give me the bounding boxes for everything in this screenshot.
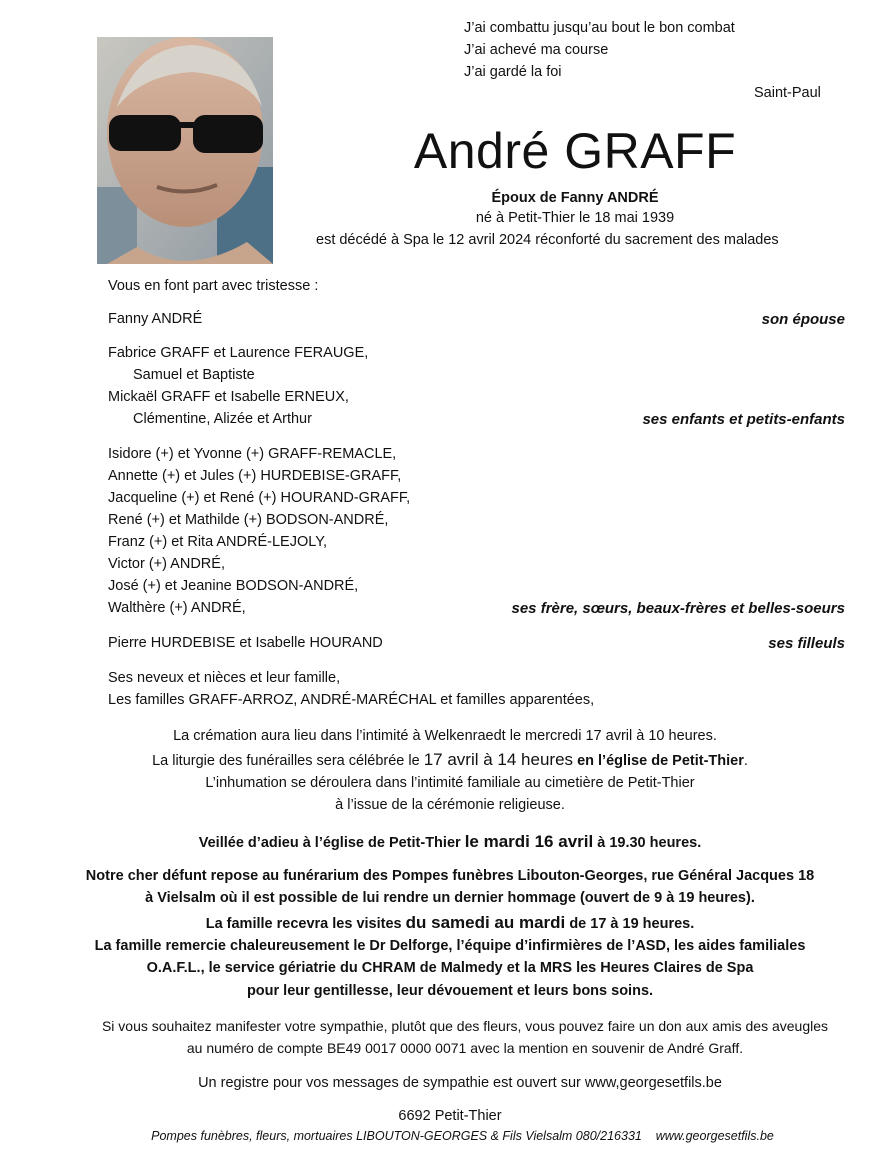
location-text: 6692 Petit-Thier [398,1108,502,1124]
sibling-line: Isidore (+) et Yvonne (+) GRAFF-REMACLE, [108,446,397,462]
godchildren-names: Pierre HURDEBISE et Isabelle HOURAND [108,635,383,651]
quote-line-1: J’ai combattu jusqu’au bout le bon combat [464,20,735,36]
sibling-line: Jacqueline (+) et René (+) HOURAND-GRAFF, [108,490,411,506]
quote-author: Saint-Paul [754,85,821,101]
others-line-2: Les familles GRAFF-ARROZ, ANDRÉ-MARÉCHAL et familles apparentées, [108,692,595,708]
siblings-role: ses frère, sœurs, beaux-frères et belles-soeurs [511,600,845,617]
liturgy-church: en l’église de Petit-Thier [573,753,744,769]
birth-line: né à Petit-Thier le 18 mai 1939 [475,210,675,226]
registry-text: Un registre pour vos messages de sympathie est ouvert sur www,georgesetfils.be [198,1075,722,1091]
sibling-line: Annette (+) et Jules (+) HURDEBISE-GRAFF, [108,468,402,484]
grandchild-line-2: Clémentine, Alizée et Arthur [133,411,312,427]
sibling-line: José (+) et Jeanine BODSON-ANDRÉ, [108,578,359,594]
liturgy-part-1: La liturgie des funérailles sera célébrée le [152,753,424,769]
grandchild-line-1: Samuel et Baptiste [133,367,255,383]
godchildren-role: ses filleuls [768,635,845,652]
sibling-line: Victor (+) ANDRÉ, [108,556,225,572]
children-role: ses enfants et petits-enfants [642,411,845,428]
spouse-name: Fanny ANDRÉ [108,311,203,327]
burial-line-1: L’inhumation se déroulera dans l’intimité familiale au cimetière de Petit-Thier [205,775,695,791]
cremation-text: La crémation aura lieu dans l’intimité à Welkenraedt le mercredi 17 avril à 10 heures. [173,728,717,744]
sibling-line: Franz (+) et Rita ANDRÉ-LEJOLY, [108,534,328,550]
death-line: est décédé à Spa le 12 avril 2024 réconforté du sacrement des malades [316,232,779,248]
liturgy-date: 17 avril à 14 heures [423,750,574,769]
sibling-line: René (+) et Mathilde (+) BODSON-ANDRÉ, [108,512,389,528]
child-line-2: Mickaël GRAFF et Isabelle ERNEUX, [108,389,349,405]
visits-text [0,913,890,933]
child-line-1: Fabrice GRAFF et Laurence FERAUGE, [108,345,369,361]
funerarium-line-2: à Vielsalm où il est possible de lui rendre un dernier hommage (ouvert de 9 à 19 heures). [145,890,755,906]
visits-days: du samedi au mardi [405,913,566,932]
thanks-line-3: pour leur gentillesse, leur dévouement et leurs bons soins. [246,983,654,999]
quote-line-3: J’ai gardé la foi [464,64,562,80]
vigil-part-1: Veillée d’adieu à l’église de Petit-Thier [198,835,465,851]
liturgy-text [0,750,890,770]
vigil-date: le mardi 16 avril [464,832,594,851]
visits-part-3: de 17 à 19 heures. [565,916,695,932]
liturgy-period: . [743,753,748,769]
footer-text: Pompes funèbres, fleurs, mortuaires LIBOUTON-GEORGES & Fils Vielsalm 080/216331 www.georgesetfils.be [151,1129,774,1143]
others-line-1: Ses neveux et nièces et leur famille, [108,670,341,686]
visits-part-1: La famille recevra les visites [205,916,406,932]
vigil-text [0,832,890,852]
deceased-name: André GRAFF [413,123,737,179]
vigil-part-3: à 19.30 heures. [593,835,702,851]
sibling-line: Walthère (+) ANDRÉ, [108,600,246,616]
donation-line-2: au numéro de compte BE49 0017 0000 0071 avec la mention en souvenir de André Graff. [186,1040,744,1056]
quote-line-2: J’ai achevé ma course [464,42,609,58]
thanks-line-1: La famille remercie chaleureusement le Dr Delforge, l’équipe d’infirmières de l’ASD, les aides familiales [94,938,806,954]
funerarium-line-1: Notre cher défunt repose au funérarium des Pompes funèbres Libouton-Georges, rue Général Jacques 18 [85,868,815,884]
spouse-role: son épouse [761,311,845,328]
spouse-line: Époux de Fanny ANDRÉ [491,190,659,206]
thanks-line-2: O.A.F.L., le service gériatrie du CHRAM de Malmedy et la MRS les Heures Claires de Spa [146,960,754,976]
burial-line-2: à l’issue de la cérémonie religieuse. [335,797,565,813]
intro-text: Vous en font part avec tristesse : [108,278,319,294]
donation-line-1: Si vous souhaitez manifester votre sympathie, plutôt que des fleurs, vous pouvez faire un don aux amis des aveugles [101,1018,829,1034]
